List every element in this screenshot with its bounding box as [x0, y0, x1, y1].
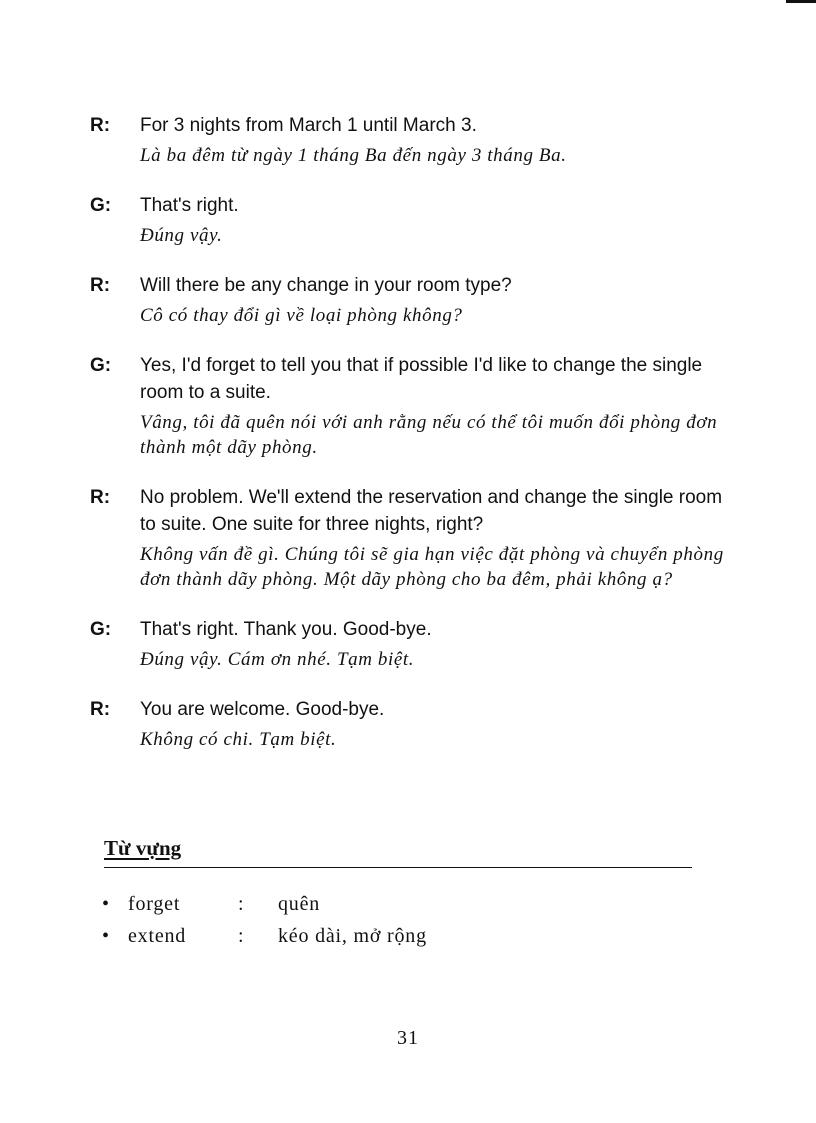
vietnamese-translation: Không vấn đề gì. Chúng tôi sẽ gia hạn việc đặt phòng và chuyển phòng đơn thành dãy phòng. Một dãy phòng cho ba đêm, phải không ạ? — [140, 544, 724, 590]
vietnamese-translation: Là ba đêm từ ngày 1 tháng Ba đến ngày 3 tháng Ba. — [140, 145, 567, 166]
english-line: Will there be any change in your room type? — [140, 275, 512, 296]
speaker-label: G: — [90, 195, 112, 216]
dialogue — [90, 112, 730, 776]
speaker-label: R: — [90, 115, 111, 136]
vietnamese-translation: Vâng, tôi đã quên nói với anh rằng nếu có thể tôi muốn đổi phòng đơn thành một dãy phòng. — [140, 412, 718, 458]
vocabulary-heading-text: Từ vựng — [104, 836, 182, 860]
english-line: That's right. — [140, 195, 239, 216]
bullet-icon: • — [102, 924, 110, 947]
vocabulary-term: forget — [128, 892, 181, 915]
vietnamese-translation: Đúng vậy. — [140, 225, 223, 246]
vocabulary-item — [102, 920, 602, 952]
scan-edge-mark — [786, 0, 816, 3]
dialogue-line — [90, 192, 730, 248]
dialogue-line — [90, 112, 730, 168]
vocabulary-term: extend — [128, 924, 187, 947]
dialogue-line — [90, 696, 730, 752]
english-line: No problem. We'll extend the reservation and change the single room to suite. One suite for three nights, right? — [140, 487, 723, 535]
speaker-label: R: — [90, 275, 111, 296]
bullet-icon: • — [102, 892, 110, 915]
vocabulary-meaning: quên — [278, 892, 321, 915]
dialogue-line — [90, 484, 730, 592]
vocabulary-separator: : — [238, 892, 245, 915]
vietnamese-translation: Cô có thay đổi gì về loại phòng không? — [140, 305, 463, 326]
dialogue-line — [90, 352, 730, 460]
vocabulary-meaning: kéo dài, mở rộng — [278, 924, 427, 947]
english-line: You are welcome. Good-bye. — [140, 699, 385, 720]
vietnamese-translation: Đúng vậy. Cám ơn nhé. Tạm biệt. — [140, 649, 415, 670]
vocabulary-separator: : — [238, 924, 245, 947]
english-line: For 3 nights from March 1 until March 3. — [140, 115, 477, 136]
speaker-label: R: — [90, 487, 111, 508]
vocabulary-item — [102, 888, 602, 920]
english-line: Yes, I'd forget to tell you that if possible I'd like to change the single room to a suite. — [140, 355, 703, 403]
vocabulary-heading — [104, 836, 692, 868]
page-number: 31 — [397, 1027, 419, 1049]
vocabulary-list — [102, 888, 602, 952]
speaker-label: R: — [90, 699, 111, 720]
speaker-label: G: — [90, 355, 112, 376]
dialogue-line — [90, 616, 730, 672]
speaker-label: G: — [90, 619, 112, 640]
vietnamese-translation: Không có chi. Tạm biệt. — [140, 729, 337, 750]
english-line: That's right. Thank you. Good-bye. — [140, 619, 432, 640]
dialogue-line — [90, 272, 730, 328]
